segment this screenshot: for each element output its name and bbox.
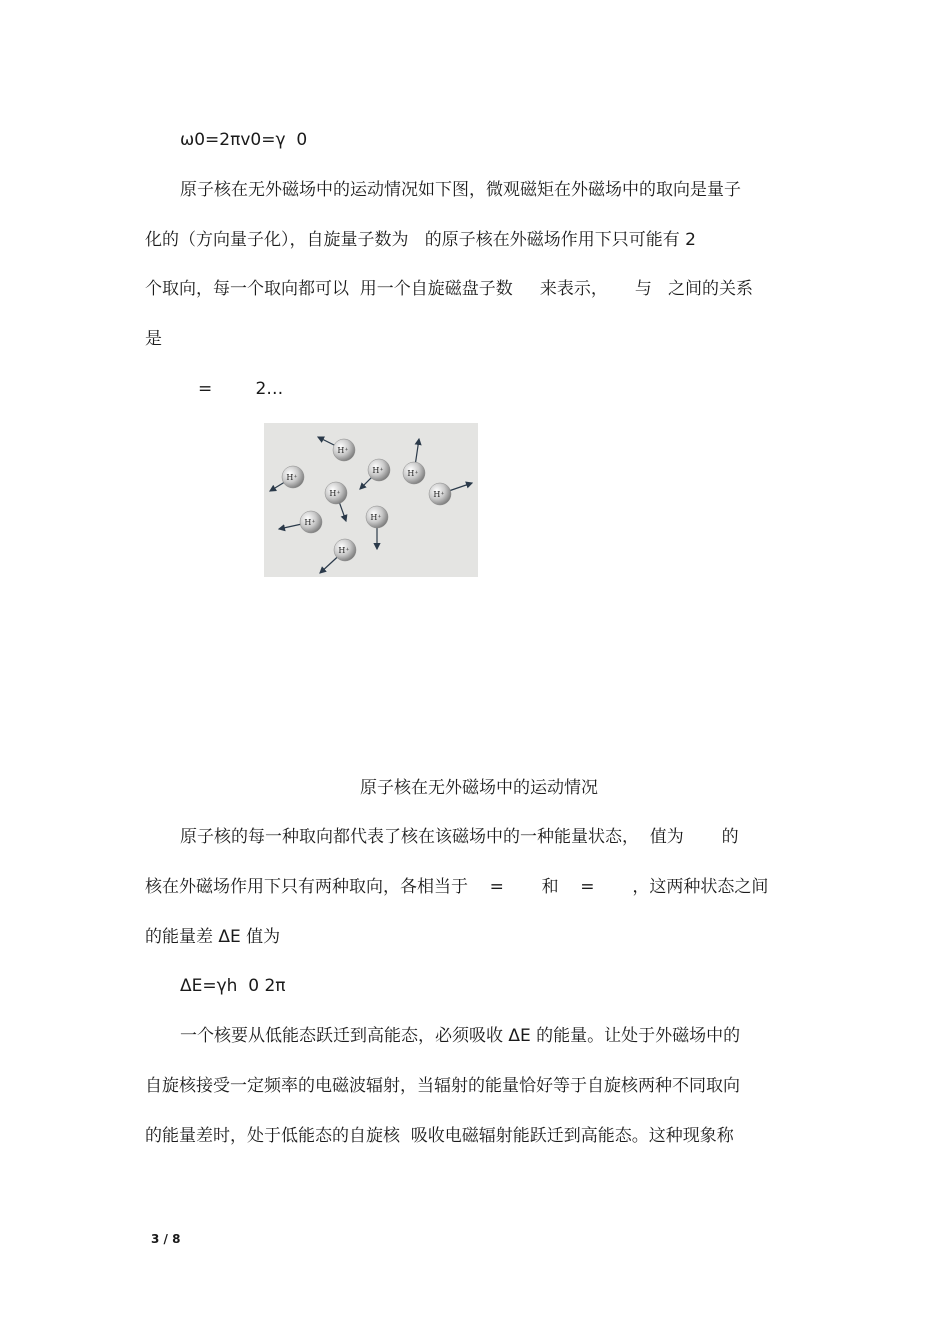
figure-caption: 原子核在无外磁场中的运动情况	[360, 778, 598, 798]
nucleus-label: H⁺	[433, 490, 445, 499]
nuclei-illustration	[264, 423, 478, 577]
nucleus-label: H⁺	[329, 489, 341, 498]
paragraph-1-line-4: 是	[145, 329, 162, 349]
paragraph-3-line-3: 的能量差时，处于低能态的自旋核 吸收电磁辐射能跃迁到高能态。这种现象称	[145, 1126, 734, 1146]
nucleus-label: H⁺	[372, 466, 384, 475]
paragraph-2-line-2: 核在外磁场作用下只有两种取向，各相当于 = 和 = ，这两种状态之间	[145, 877, 769, 897]
paragraph-1-line-3: 个取向，每一个取向都可以 用一个自旋磁盘子数 来表示， 与 之间的关系	[145, 279, 754, 299]
nucleus-label: H⁺	[338, 546, 350, 555]
nucleus-label: H⁺	[370, 513, 382, 522]
paragraph-1-line-2: 化的（方向量子化），自旋量子数为 的原子核在外磁场作用下只可能有 2	[145, 230, 696, 250]
nucleus-label: H⁺	[407, 469, 419, 478]
formula-spin-states: = 2…	[198, 379, 284, 399]
nucleus-label: H⁺	[286, 473, 298, 482]
page-number: 3 / 8	[151, 1232, 181, 1246]
paragraph-2-line-1: 原子核的每一种取向都代表了核在该磁场中的一种能量状态， 值为 的	[180, 827, 739, 847]
nucleus-label: H⁺	[304, 518, 316, 527]
nucleus-label: H⁺	[337, 446, 349, 455]
paragraph-1-line-1: 原子核在无外磁场中的运动情况如下图，微观磁矩在外磁场中的取向是量子	[180, 180, 741, 200]
nuclei-figure	[264, 423, 478, 577]
formula-energy-difference: ΔE=γh 0 2π	[180, 976, 286, 996]
paragraph-3-line-1: 一个核要从低能态跃迁到高能态，必须吸收 ΔE 的能量。让处于外磁场中的	[180, 1026, 741, 1046]
paragraph-3-line-2: 自旋核接受一定频率的电磁波辐射，当辐射的能量恰好等于自旋核两种不同取向	[145, 1076, 740, 1096]
formula-larmor: ω0=2πv0=γ 0	[180, 130, 308, 150]
paragraph-2-line-3: 的能量差 ΔE 值为	[145, 927, 281, 947]
